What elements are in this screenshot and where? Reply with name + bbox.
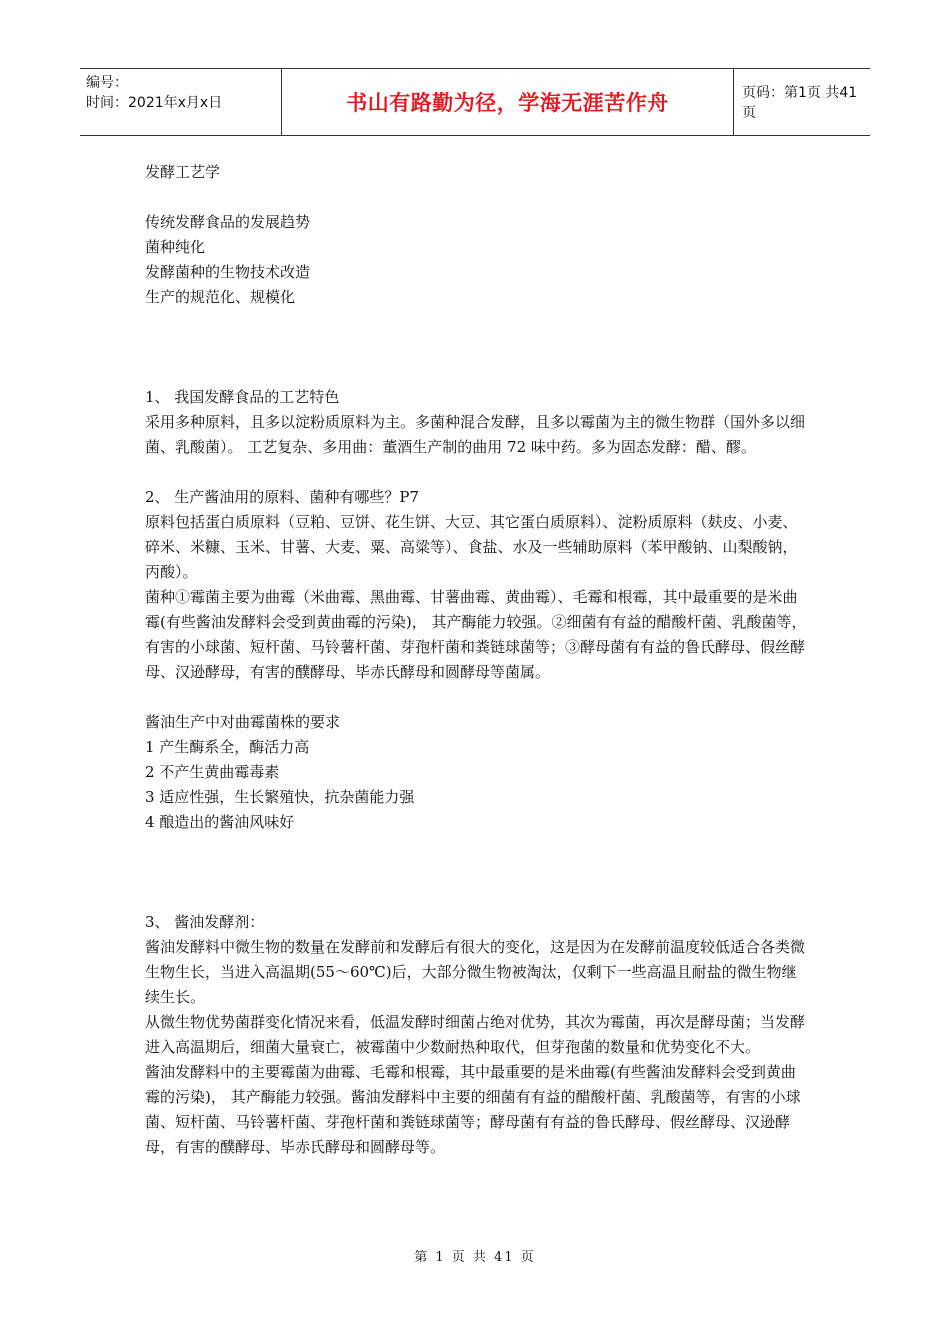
trend-item: 发酵菌种的生物技术改造 [145, 263, 311, 281]
requirement-item: 2 不产生黄曲霉毒素 [145, 763, 280, 781]
section-2-paragraph: 原料包括蛋白质原料（豆粕、豆饼、花生饼、大豆、其它蛋白质原料）、淀粉质原料（麸皮、小麦、碎米、米糠、玉米、甘薯、大麦、粟、高粱等）、食盐、水及一些辅助原料（苯甲酸钠、山梨酸钠，丙酸）。 [145, 513, 798, 581]
section-3-paragraph: 酱油发酵料中的主要霉菌为曲霉、毛霉和根霉，其中最重要的是米曲霉(有些酱油发酵料会受到黄曲霉的污染)， 其产酶能力较强。酱油发酵料中主要的细菌有有益的醋酸杆菌、乳酸菌等，有害的小球菌、短杆菌、马铃薯杆菌、芽孢杆菌和粪链球菌等；酵母菌有有益的鲁氏酵母、假丝酵母、汉逊酵母，有害的醭酵母、毕赤氏酵母和圆酵母等。 [145, 1063, 801, 1156]
requirement-item: 4 酿造出的酱油风味好 [145, 813, 295, 831]
requirement-item: 1 产生酶系全，酶活力高 [145, 738, 310, 756]
requirements-heading: 酱油生产中对曲霉菌株的要求 [145, 713, 341, 731]
motto: 书山有路勤为径，学海无涯苦作舟 [346, 91, 669, 115]
requirement-item: 3 适应性强，生长繁殖快，抗杂菌能力强 [145, 788, 415, 806]
page-info: 页码：第1页 共41页 [742, 85, 858, 121]
trend-item: 生产的规范化、规模化 [145, 288, 296, 306]
trend-item: 菌种纯化 [145, 238, 206, 256]
document-body [145, 160, 807, 1160]
page-footer: 第 1 页 共 41 页 [414, 1250, 536, 1265]
header-motto-cell [282, 69, 734, 135]
header-page-info [734, 69, 870, 135]
section-1-body: 采用多种原料，且多以淀粉质原料为主。多菌种混合发酵，且多以霉菌为主的微生物群（国外多以细菌、乳酸菌）。 工艺复杂、多用曲：董酒生产制的曲用 72 味中药。多为固态发酵：醋、醪。 [145, 413, 806, 456]
doc-title: 发酵工艺学 [145, 163, 221, 181]
section-3-paragraph: 酱油发酵料中微生物的数量在发酵前和发酵后有很大的变化，这是因为在发酵前温度较低适合各类微生物生长，当进入高温期(55～60℃)后，大部分微生物被淘汰，仅剩下一些高温且耐盐的微生物继续生长。 [145, 938, 806, 1006]
serial-label: 编号： [86, 75, 128, 91]
header-meta [80, 69, 282, 135]
page-header [80, 68, 870, 136]
section-3-paragraph: 从微生物优势菌群变化情况来看，低温发酵时细菌占绝对优势，其次为霉菌，再次是酵母菌；当发酵进入高温期后，细菌大量衰亡，被霉菌中少数耐热种取代，但芽孢菌的数量和优势变化不大。 [145, 1013, 806, 1056]
trend-item: 传统发酵食品的发展趋势 [145, 213, 311, 231]
date-line: 时间：2021年x月x日 [86, 95, 223, 111]
section-2-paragraph: 菌种①霉菌主要为曲霉（米曲霉、黑曲霉、甘薯曲霉、黄曲霉）、毛霉和根霉，其中最重要的是米曲霉(有些酱油发酵料会受到黄曲霉的污染)， 其产酶能力较强。②细菌有有益的醋酸杆菌、乳酸菌等，有害的小球菌、短杆菌、马铃薯杆菌、芽孢杆菌和粪链球菌等；③酵母菌有有益的鲁氏酵母、假丝酵母、汉逊酵母，有害的醭酵母、毕赤氏酵母和圆酵母等菌属。 [145, 588, 807, 681]
section-2-heading: 2、 生产酱油用的原料、菌种有哪些？P7 [145, 488, 419, 506]
section-1-heading: 1、 我国发酵食品的工艺特色 [145, 388, 340, 406]
section-3-heading: 3、 酱油发酵剂： [145, 913, 265, 931]
